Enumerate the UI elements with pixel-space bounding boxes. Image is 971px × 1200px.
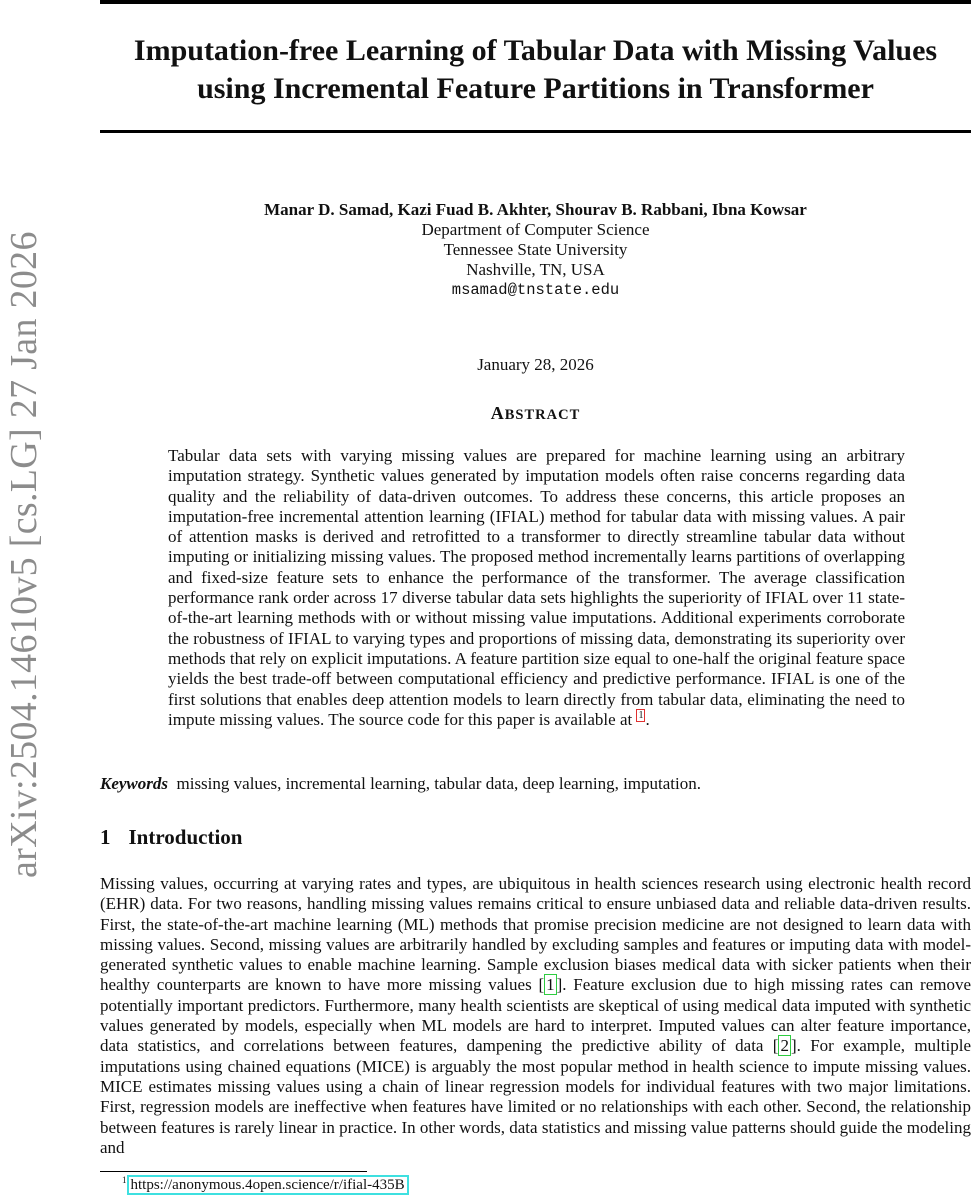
footnote-reference-link[interactable]: 1 [638, 710, 644, 722]
author-location: Nashville, TN, USA [466, 260, 605, 279]
title-top-rule [100, 0, 971, 4]
abstract-text [168, 446, 905, 730]
author-university: Tennessee State University [443, 240, 628, 259]
introduction-paragraph [100, 874, 971, 1158]
section-number: 1 [100, 825, 111, 849]
keywords-label: Keywords [100, 774, 168, 793]
abstract-heading-initial: A [490, 403, 505, 423]
keywords-text: missing values, incremental learning, tabular data, deep learning, imputation. [176, 774, 701, 793]
abstract-end: . [645, 709, 650, 729]
arxiv-identifier-stamp: arXiv:2504.14610v5 [cs.LG] 27 Jan 2026 [3, 231, 45, 878]
author-names: Manar D. Samad, Kazi Fuad B. Akhter, Shourav B. Rabbani, Ibna Kowsar [264, 200, 807, 219]
intro-text-part-3: ]. For example, multiple imputations using chained equations (MICE) is arguably the most popular method in health science to impute missing values. MICE estimates missing values using a chain of linear regression models for individual features with two major limitations. First, regression models are ineffective when features have limited or no relationships with each other. Second, the relationship between features is rarely linear in practice. In other words, data statistics and missing value patterns should guide the modeling and [100, 1036, 971, 1157]
section-heading-introduction [100, 825, 242, 850]
author-department: Department of Computer Science [421, 220, 650, 239]
author-block [100, 200, 971, 300]
citation-link-1[interactable]: 1 [546, 975, 555, 995]
abstract-heading-rest: BSTRACT [504, 407, 581, 423]
title-bottom-rule [100, 130, 971, 133]
keywords-line [100, 774, 971, 794]
intro-text-part-2: ]. Feature exclusion due to high missing rates can remove potentially important predictors. Furthermore, many health scientists are skeptical of using medical data imputed with synthetic values generated by models, especially when ML models are hard to interpret. Imputed values can alter feature importance, data statistics, and correlations between features, dampening the predictive ability of data [ [100, 975, 971, 1056]
paper-title: Imputation-free Learning of Tabular Data with Missing Values using Incremental Feature Partitions in Transformer [133, 34, 938, 105]
citation-link-2[interactable]: 2 [780, 1036, 789, 1056]
section-title: Introduction [128, 825, 243, 849]
source-code-link[interactable]: https://anonymous.4open.science/r/ifial-435B [127, 1175, 409, 1195]
footnote-mark: 1 [122, 1175, 127, 1185]
footnote [122, 1175, 409, 1194]
author-email[interactable]: msamad@tnstate.edu [451, 281, 620, 299]
intro-text-part-1: Missing values, occurring at varying rates and types, are ubiquitous in health sciences research using electronic health record (EHR) data. For two reasons, handling missing values remains critical to ensure unbiased data and reliable data-driven results. First, the state-of-the-art machine learning (ML) methods that promise precision medicine are not designed to learn data with missing values. Second, missing values are arbitrarily handled by excluding samples and features or imputing data with model-generated synthetic values to enable machine learning. Sample exclusion biases medical data with sicker patients when their healthy counterparts are known to have more missing values [ [100, 874, 971, 995]
paper-date: January 28, 2026 [477, 355, 594, 374]
abstract-heading [100, 403, 971, 424]
abstract-paragraph: Tabular data sets with varying missing values are prepared for machine learning using an arbitrary imputation strategy. Synthetic values generated by imputation models often raise concerns regarding data quality and the reliability of data-driven outcomes. To address these concerns, this article proposes an imputation-free incremental attention learning (IFIAL) method for tabular data with missing values. A pair of attention masks is derived and retrofitted to a transformer to directly streamline tabular data without imputing or initializing missing values. The proposed method incrementally learns partitions of overlapping and fixed-size feature sets to enhance the performance of the transformer. The average classification performance rank order across 17 diverse tabular data sets highlights the superiority of IFIAL over 11 state-of-the-art learning methods with or without missing value imputations. Additional experiments corroborate the robustness of IFIAL to varying types and proportions of missing data, demonstrating its superiority over methods that rely on explicit imputations. A feature partition size equal to one-half the original feature space yields the best trade-off between computational efficiency and predictive performance. IFIAL is one of the first solutions that enables deep attention models to learn directly from tabular data, eliminating the need to impute missing values. The source code for this paper is available at [168, 446, 905, 729]
footnote-separator [100, 1171, 367, 1172]
